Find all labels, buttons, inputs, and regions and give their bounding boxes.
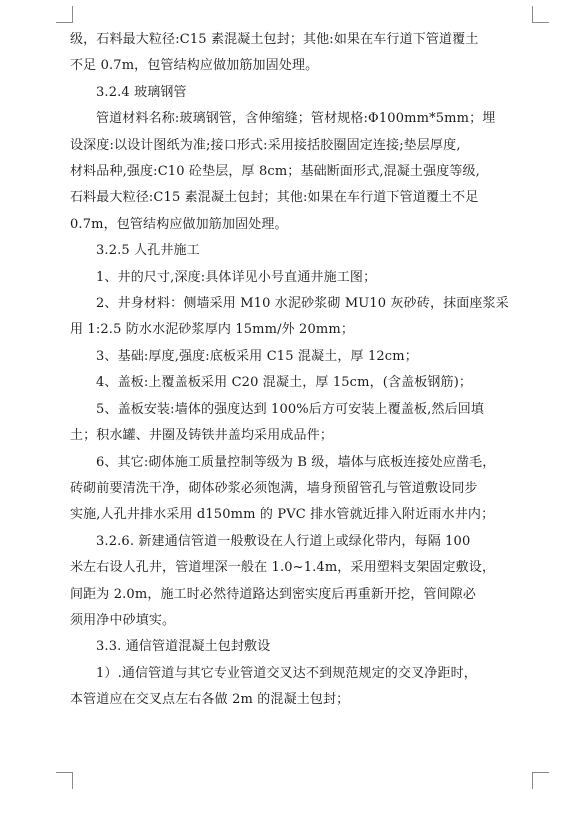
text-line: 3.3. 通信管道混凝土包封敷设 — [96, 639, 271, 655]
text-line: 3、基础:厚度,强度:底板采用 C15 混凝土，厚 12cm； — [96, 348, 418, 364]
text-line: 材料品种,强度:C10 砼垫层，厚 8cm；基础断面形式,混凝土强度等级, — [70, 164, 480, 180]
text-line: 4、盖板:上覆盖板采用 C20 混凝土，厚 15cm，(含盖板钢筋)； — [96, 375, 473, 391]
text-line: 3.2.5 人孔井施工 — [96, 243, 200, 259]
text-line: 0.7m，包管结构应做加筋加固处理。 — [70, 216, 288, 232]
text-line: 不足 0.7m，包管结构应做加筋加固处理。 — [70, 58, 319, 74]
document-body — [70, 27, 530, 714]
text-line: 土；积水罐、井圈及铸铁井盖均采用成品件； — [70, 428, 334, 444]
text-line: 2、井身材料：侧墙采用 M10 水泥砂浆砌 MU10 灰砂砖，抹面座浆采 — [96, 296, 509, 312]
text-line: 5、盖板安装:墙体的强度达到 100%后方可安装上覆盖板,然后回填 — [96, 401, 485, 417]
crop-mark-top-left — [56, 6, 73, 23]
text-line: 本管道应在交叉点左右各做 2m 的混凝土包封； — [70, 692, 350, 708]
text-line: 间距为 2.0m，施工时必然待道路达到密实度后再重新开挖，管间隙必 — [70, 586, 477, 602]
crop-mark-bottom-right — [532, 772, 549, 789]
crop-mark-top-right — [532, 6, 549, 23]
text-line: 3.2.4 玻璃钢管 — [96, 84, 187, 100]
text-line: 砖砌前要清洗干净，砌体砂浆必须饱满，墙身预留管孔与管道敷设同步 — [70, 480, 478, 496]
text-line: 米左右设人孔井，管道埋深一般在 1.0~1.4m，采用塑料支架固定敷设， — [70, 560, 496, 576]
text-line: 实施,人孔井排水采用 d150mm 的 PVC 排水管就近排入附近雨水井内； — [70, 507, 495, 523]
text-line: 管道材料名称:玻璃钢管，含伸缩缝；管材规格:Φ100mm*5mm；埋 — [96, 111, 496, 127]
text-line: 须用净中砂填实。 — [70, 612, 176, 628]
text-line: 6、其它:砌体施工质量控制等级为 B 级，墙体与底板连接处应凿毛， — [96, 454, 496, 470]
text-line: 用 1:2.5 防水水泥砂浆厚内 15mm/外 20mm； — [70, 322, 354, 338]
text-line: 设深度:以设计图纸为准;接口形式:采用接括胶圈固定连接;垫层厚度, — [70, 137, 461, 153]
text-line: 1）.通信管道与其它专业管道交叉达不到规范规定的交叉净距时， — [96, 665, 477, 681]
text-line: 1、井的尺寸,深度:具体详见小号直通井施工图； — [96, 269, 377, 285]
text-line: 级，石料最大粒径:C15 素混凝土包封；其他:如果在车行道下管道覆土 — [70, 32, 479, 47]
crop-mark-bottom-left — [56, 772, 73, 789]
text-line: 石料最大粒径:C15 素混凝土包封；其他:如果在车行道下管道覆土不足 — [70, 190, 479, 206]
text-line: 3.2.6. 新建通信管道一般敷设在人行道上或绿化带内，每隔 100 — [96, 533, 471, 549]
